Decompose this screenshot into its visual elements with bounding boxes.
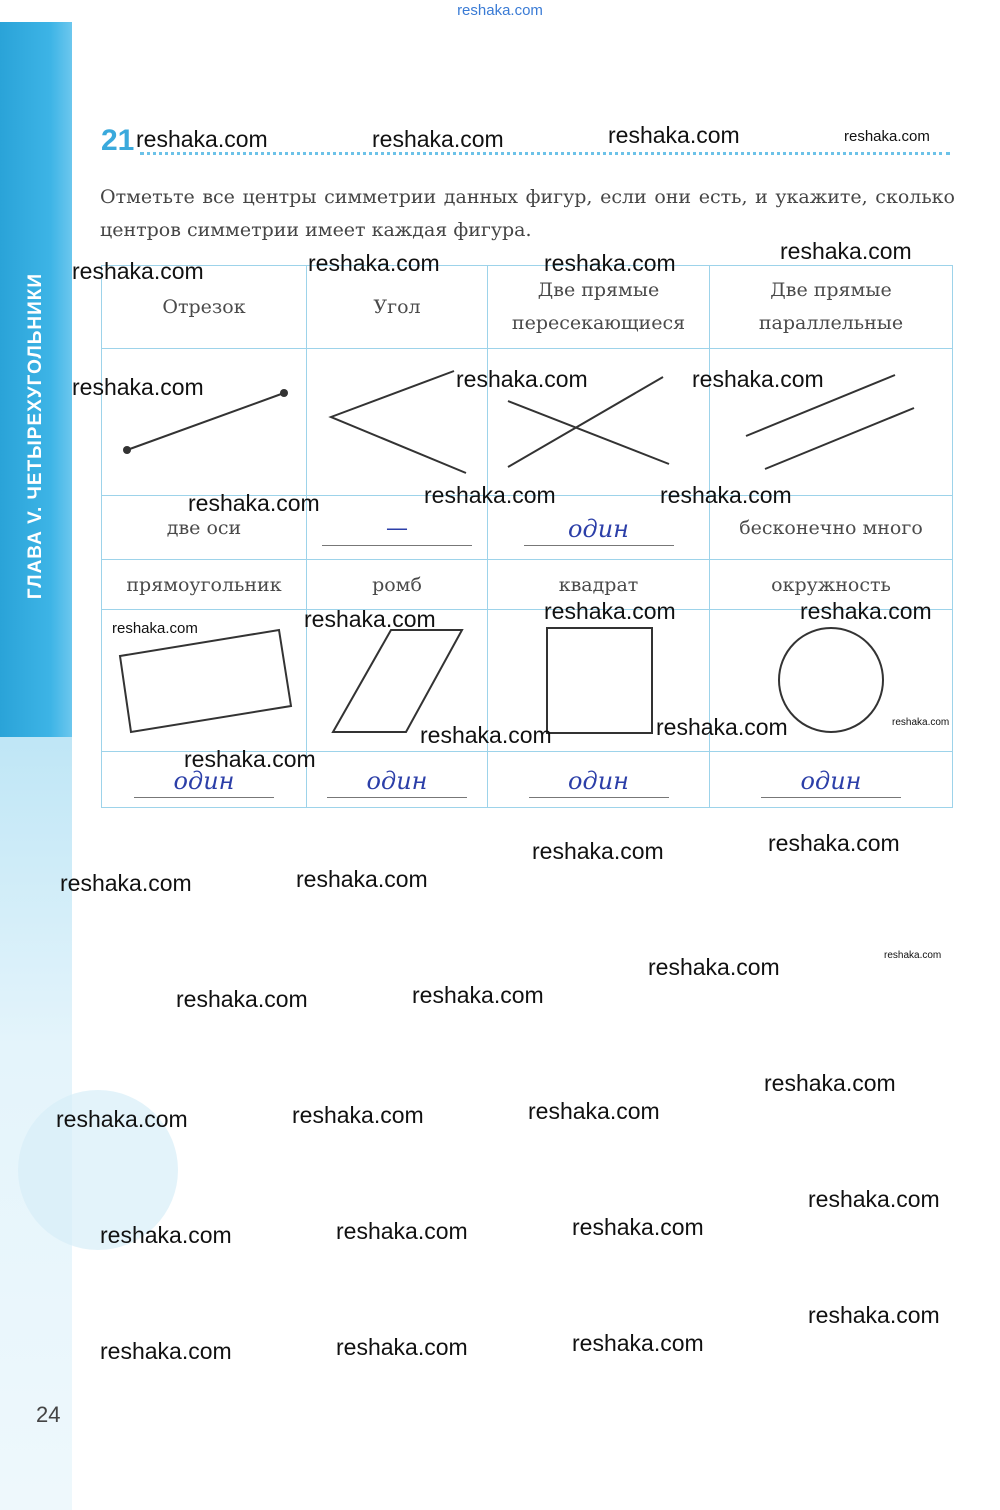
- watermark: reshaka.com: [692, 366, 824, 392]
- watermark: reshaka.com: [892, 717, 950, 728]
- answer-parallel: бесконечно много: [739, 516, 923, 539]
- header-angle: Угол: [373, 295, 421, 318]
- watermark: reshaka.com: [884, 950, 942, 961]
- watermark: reshaka.com: [572, 1214, 704, 1240]
- page-number: 24: [36, 1402, 61, 1427]
- watermark: reshaka.com: [608, 122, 740, 148]
- answer-segment: две оси: [166, 516, 242, 539]
- watermark: reshaka.com: [72, 258, 204, 284]
- answer-cell: [488, 752, 710, 808]
- watermark: reshaka.com: [800, 598, 932, 624]
- watermark: reshaka.com: [528, 1098, 660, 1124]
- task-text: Отметьте все центры симметрии данных фигур, если они есть, и укажите, сколько центров симметрии имеет каждая фигура.: [100, 186, 955, 241]
- watermark: reshaka.com: [572, 1330, 704, 1356]
- watermark: reshaka.com: [56, 1106, 188, 1132]
- watermark: reshaka.com: [544, 250, 676, 276]
- top-watermark: reshaka.com: [457, 2, 543, 19]
- header-cell: [102, 560, 307, 610]
- watermark: reshaka.com: [660, 482, 792, 508]
- header-rhombus: ромб: [372, 573, 422, 596]
- header-parallel-lines: Две прямые параллельные: [758, 279, 904, 334]
- answer-square: один: [568, 767, 629, 795]
- header-square: квадрат: [558, 573, 639, 596]
- task-number: 21: [101, 124, 135, 157]
- header-cell: [710, 266, 953, 349]
- watermark: reshaka.com: [808, 1302, 940, 1328]
- answer-rectangle: один: [173, 767, 235, 795]
- answer-cell: [710, 752, 953, 808]
- watermark: reshaka.com: [304, 606, 436, 632]
- watermark: reshaka.com: [136, 126, 268, 152]
- header-row-1: [102, 266, 953, 349]
- segment-figure: [102, 349, 307, 495]
- header-cell: [307, 560, 488, 610]
- watermark: reshaka.com: [372, 126, 504, 152]
- answer-line: [529, 761, 669, 798]
- watermark: reshaka.com: [176, 986, 308, 1012]
- answer-line: [327, 761, 467, 798]
- header-rectangle: прямоугольник: [126, 573, 282, 596]
- watermark: reshaka.com: [768, 830, 900, 856]
- watermark: reshaka.com: [100, 1338, 232, 1364]
- watermark: reshaka.com: [292, 1102, 424, 1128]
- watermark: reshaka.com: [780, 238, 912, 264]
- watermark: reshaka.com: [60, 870, 192, 896]
- watermark: reshaka.com: [456, 366, 588, 392]
- watermark: reshaka.com: [308, 250, 440, 276]
- watermark: reshaka.com: [656, 714, 788, 740]
- watermark: reshaka.com: [336, 1218, 468, 1244]
- watermark: reshaka.com: [844, 128, 930, 145]
- watermark: reshaka.com: [764, 1070, 896, 1096]
- watermark: reshaka.com: [420, 722, 552, 748]
- header-segment: Отрезок: [162, 295, 246, 318]
- watermark: reshaka.com: [424, 482, 556, 508]
- watermark: reshaka.com: [188, 490, 320, 516]
- answer-line: [322, 509, 472, 546]
- answer-cell: [307, 752, 488, 808]
- chapter-title: ГЛАВА V. ЧЕТЫРЕХУГОЛЬНИКИ: [25, 272, 46, 600]
- watermark: reshaka.com: [532, 838, 664, 864]
- header-intersecting-lines: Две прямые пересекающиеся: [511, 279, 686, 334]
- header-circle: окружность: [771, 573, 891, 596]
- watermark: reshaka.com: [100, 1222, 232, 1248]
- figure-cell: [102, 349, 307, 496]
- answer-line: [761, 761, 901, 798]
- watermark: reshaka.com: [412, 982, 544, 1008]
- header-cell: [488, 266, 710, 349]
- watermark: reshaka.com: [808, 1186, 940, 1212]
- answer-rhombus: один: [366, 767, 428, 795]
- watermark: reshaka.com: [112, 620, 198, 637]
- answer-intersecting: один: [568, 515, 629, 543]
- watermark: reshaka.com: [336, 1334, 468, 1360]
- answer-line: [524, 509, 674, 546]
- watermark: reshaka.com: [544, 598, 676, 624]
- watermark: reshaka.com: [72, 374, 204, 400]
- answer-angle: —: [386, 516, 408, 541]
- watermark: reshaka.com: [648, 954, 780, 980]
- watermark: reshaka.com: [184, 746, 316, 772]
- header-cell: [307, 266, 488, 349]
- answer-circle: один: [800, 767, 862, 795]
- watermark: reshaka.com: [296, 866, 428, 892]
